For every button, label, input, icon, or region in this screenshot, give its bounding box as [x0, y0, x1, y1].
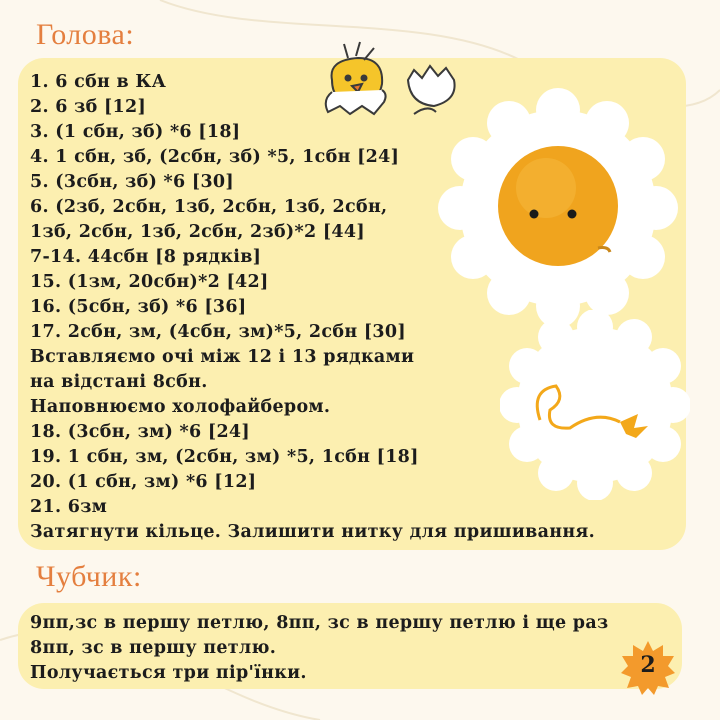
head-step: 16. (5сбн, зб) *6 [36]	[30, 297, 247, 317]
head-step: 19. 1 сбн, зм, (2сбн, зм) *5, 1сбн [18]	[30, 447, 419, 467]
crochet-tuft-photo	[500, 310, 690, 500]
head-step: на відстані 8сбн.	[30, 372, 208, 392]
head-step: 1зб, 2сбн, 1зб, 2сбн, 2зб)*2 [44]	[30, 222, 365, 242]
head-step: 20. (1 сбн, зм) *6 [12]	[30, 472, 257, 492]
tuft-line: 8пп, зс в першу петлю.	[30, 638, 277, 658]
head-step: Вставляємо очі між 12 і 13 рядками	[30, 347, 415, 367]
head-step: 1. 6 сбн в КА	[30, 72, 167, 92]
crochet-ball-photo	[438, 88, 678, 328]
tuft-line: Получається три пір'їнки.	[30, 663, 307, 683]
head-step: 15. (1зм, 20сбн)*2 [42]	[30, 272, 269, 292]
head-step: 5. (3сбн, зб) *6 [30]	[30, 172, 234, 192]
head-step: 7-14. 44сбн [8 рядків]	[30, 247, 262, 267]
head-step: Затягнути кільце. Залишити нитку для пришивання.	[30, 522, 596, 542]
head-step: 18. (3сбн, зм) *6 [24]	[30, 422, 250, 442]
head-step: 21. 6зм	[30, 497, 108, 517]
head-step: Наповнюємо холофайбером.	[30, 397, 331, 417]
head-step: 4. 1 сбн, зб, (2сбн, зб) *5, 1сбн [24]	[30, 147, 400, 167]
head-step: 3. (1 сбн, зб) *6 [18]	[30, 122, 241, 142]
head-section-title: Голова:	[36, 18, 135, 51]
head-step: 6. (2зб, 2сбн, 1зб, 2сбн, 1зб, 2сбн,	[30, 197, 388, 217]
tuft-section-title: Чубчик:	[36, 560, 142, 593]
tuft-line: 9пп,зс в першу петлю, 8пп, зс в першу петлю і ще раз	[30, 613, 609, 633]
head-step: 2. 6 зб [12]	[30, 97, 147, 117]
head-step: 17. 2сбн, зм, (4сбн, зм)*5, 2сбн [30]	[30, 322, 406, 342]
page-number: 2	[640, 652, 656, 678]
